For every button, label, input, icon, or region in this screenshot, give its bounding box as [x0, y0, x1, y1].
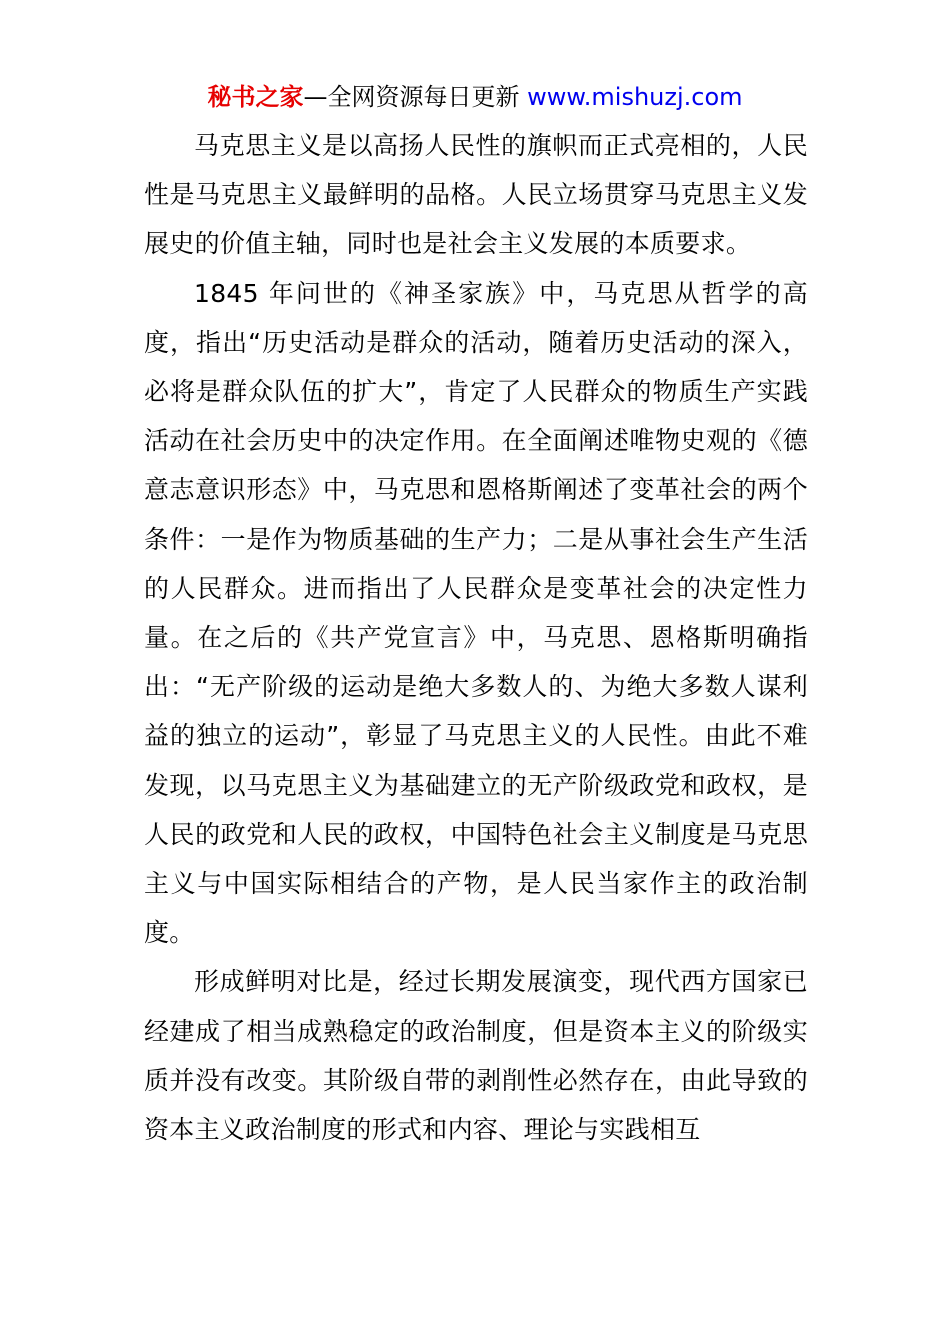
- site-brand: 秘书之家: [207, 83, 304, 111]
- paragraph-1: 马克思主义是以高扬人民性的旗帜而正式亮相的，人民性是马克思主义最鲜明的品格。人民立场贯穿马克思主义发展史的价值主轴，同时也是社会主义发展的本质要求。: [144, 131, 808, 259]
- paragraph-2: 1845 年问世的《神圣家族》中，马克思从哲学的高度，指出“历史活动是群众的活动，随着历史活动的深入，必将是群众队伍的扩大”，肯定了人民群众的物质生产实践活动在社会历史中的决定作用。在全面阐述唯物史观的《德意志意识形态》中，马克思和恩格斯阐述了变革社会的两个条件：一是作为物质基础的生产力；二是从事社会生产生活的人民群众。进而指出了人民群众是变革社会的决定性力量。在之后的《共产党宣言》中，马克思、恩格斯明确指出：“无产阶级的运动是绝大多数人的、为绝大多数人谋利益的独立的运动”，彰显了马克思主义的人民性。由此不难发现，以马克思主义为基础建立的无产阶级政党和政权，是人民的政党和人民的政权，中国特色社会主义制度是马克思主义与中国实际相结合的产物，是人民当家作主的政治制度。: [144, 278, 808, 948]
- document-body: [144, 121, 808, 1154]
- site-header: [0, 80, 950, 114]
- paragraph-3: 形成鲜明对比是，经过长期发展演变，现代西方国家已经建成了相当成熟稳定的政治制度，但是资本主义的阶级实质并没有改变。其阶级自带的剥削性必然存在，由此导致的资本主义政治制度的形式和内容、理论与实践相互: [144, 967, 808, 1145]
- site-tagline: —全网资源每日更新: [303, 83, 520, 111]
- site-url-link[interactable]: www.mishuzj.com: [527, 83, 743, 111]
